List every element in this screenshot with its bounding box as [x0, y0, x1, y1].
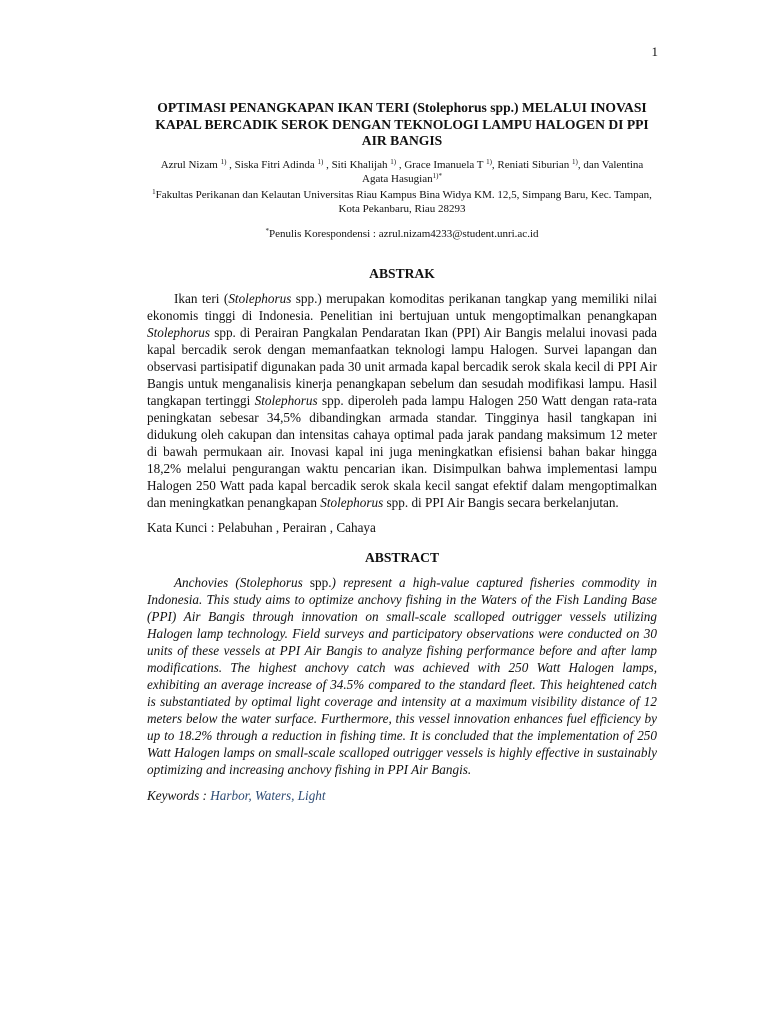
keywords-label: Keywords : [147, 788, 211, 803]
kata-kunci-label: Kata Kunci : [147, 520, 218, 535]
correspondence-mark: * [265, 226, 269, 235]
abstrak-text: spp.) merupakan komoditas perikanan tangkap yang memiliki nilai ekonomis tinggi di Indonesia. Penelitian ini bertujuan untuk mengoptimalkan penangkapan [147, 291, 657, 323]
author-affil-mark: 1) [220, 157, 227, 166]
abstrak-text: spp. di PPI Air Bangis secara berkelanjutan. [383, 495, 619, 510]
species-name: Stolephorus [147, 325, 211, 340]
author [404, 159, 497, 171]
species-name: Stolephorus [228, 291, 292, 306]
kata-kunci [147, 519, 657, 536]
abstract-text: ) represent a high-value captured fisheries commodity in Indonesia. This study aims to optimize anchovy fishing in the Waters of the Fish Landing Base (PPI) Air Bangis through innovation on small-scale scalloped outrigger vessels utilizing Halogen lamp technology. Field surveys and participatory observations were conducted on 30 units of these vessels at PPI Air Bangis to analyze fishing performance before and after lamp modifications. The highest anchovy catch was achieved with 250 Watt Halogen lamps, exhibiting an average increase of 34.5% compared to the standard fleet. This heightened catch is substantiated by optimal light coverage and intensity at a maximum visibility distance of 12 meters below the water surface. Furthermore, this vessel innovation enhances fuel efficiency by up to 18.2% through a reduction in fishing time. It is concluded that the implementation of 250 Watt Halogen lamps on small-scale scalloped outrigger vessels is highly effective in sustainably optimizing and increasing anchovy fishing in PPI Air Bangis. [147, 575, 658, 777]
author-name: Reniati Siburian [497, 158, 570, 171]
species-name: Stolephorus [320, 495, 384, 510]
abstrak-text: spp. diperoleh pada lampu Halogen 250 Watt dengan rata-rata peningkatan sebesar 34,5% dibandingkan armada standar. Tingginya hasil tangkapan ini didukung oleh cakupan dan intensitas cahaya optimal pada jarak pandang maksimum 12 meter di bawah permukaan air. Inovasi kapal ini juga meningkatkan efisiensi bahan bakar hingga 18,2% melalui pengurangan waktu pencarian ikan. Disimpulkan bahwa implementasi lampu Halogen 250 Watt pada kapal bercadik serok skala kecil sangat efektif dalam mengoptimalkan dan meningkatkan penangkapan [147, 393, 658, 510]
abstrak-paragraph [147, 290, 657, 511]
affiliation [147, 188, 657, 217]
author-affil-mark: 1)* [432, 172, 442, 180]
author-name: Grace Imanuela T [404, 158, 484, 171]
abstrak-text: Ikan teri ( [174, 291, 229, 306]
abstrak-text: spp. di Perairan Pangkalan Pendaratan Ikan (PPI) Air Bangis melalui inovasi pada kapal bercadik serok dengan memanfaatkan teknologi lampu Halogen. Survei lapangan dan observasi partisipatif digunakan pada 30 unit armada kapal bercadik serok skala kecil di PPI Air Bangis untuk menganalisis kinerja penangkapan sebelum dan sesudah modifikasi lampu. Hasil tangkapan tertinggi [147, 325, 657, 408]
correspondence-text: Penulis Korespondensi : azrul.nizam4233@student.unri.ac.id [269, 227, 539, 240]
author-affil-mark: 1) [571, 157, 578, 166]
author-separator: , [396, 158, 405, 171]
corresponding-author [147, 227, 657, 242]
abstract-paragraph [147, 574, 657, 778]
author-name: Siska Fitri Adinda [234, 158, 315, 171]
author-list [147, 158, 657, 187]
abstract-heading: ABSTRACT [364, 550, 440, 565]
author [497, 159, 601, 171]
kata-kunci-values: Pelabuhan , Perairan , Cahaya [217, 520, 376, 535]
affiliation-text: Fakultas Perikanan dan Kelautan Universitas Riau Kampus Bina Widya KM. 12,5, Simpang Baru, Kec. Tampan, Kota Pekanbaru, Riau 28293 [155, 188, 652, 215]
author-name: Azrul Nizam [160, 158, 218, 171]
author-name: Siti Khalijah [331, 158, 388, 171]
affiliation-mark: 1 [152, 187, 156, 196]
keywords-values: Harbor, Waters, Light [210, 788, 326, 803]
author-separator: , dan [577, 158, 602, 171]
paper-title: OPTIMASI PENANGKAPAN IKAN TERI (Stolephorus spp.) MELALUI INOVASI KAPAL BERCADIK SEROK DENGAN TEKNOLOGI LAMPU HALOGEN DI PPI AIR BANGIS [155, 100, 649, 148]
author [235, 159, 332, 171]
author [161, 159, 235, 171]
abstract-text-upright: spp. [309, 575, 332, 590]
abstrak-heading: ABSTRAK [369, 266, 435, 281]
author-affil-mark: 1) [317, 157, 324, 166]
paper-body [147, 100, 657, 804]
page-number: 1 [651, 44, 658, 59]
author-affil-mark: 1) [486, 157, 492, 166]
author [332, 159, 405, 171]
author-name: Valentina Agata Hasugian [362, 158, 644, 185]
author-separator: , [491, 158, 498, 171]
abstract-text: Anchovies (Stolephorus [174, 575, 310, 590]
author-affil-mark: 1) [390, 157, 397, 166]
species-name: Stolephorus [254, 393, 318, 408]
author-separator: , [226, 158, 235, 171]
author-separator: , [323, 158, 332, 171]
keywords [147, 787, 657, 804]
